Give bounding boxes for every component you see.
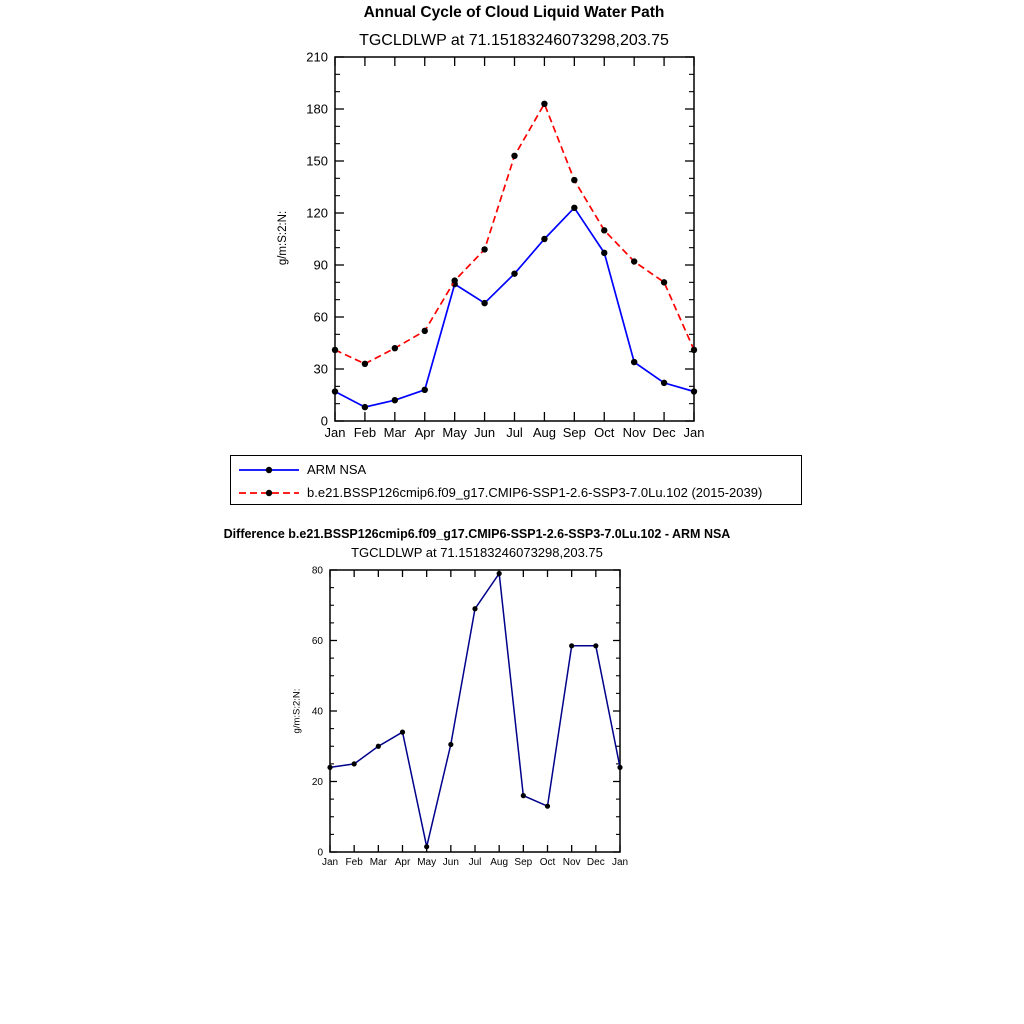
x-tick-label: Sep	[514, 857, 533, 868]
series-marker-0	[424, 844, 429, 849]
legend-line-sample-red-dashed	[238, 485, 302, 501]
series-marker-1	[691, 347, 697, 353]
legend-label-arm-nsa: ARM NSA	[307, 462, 367, 477]
series-marker-0	[362, 404, 368, 410]
series-marker-1	[541, 101, 547, 107]
series-marker-0	[545, 804, 550, 809]
x-tick-label: May	[417, 857, 437, 868]
x-tick-label: Mar	[383, 425, 407, 440]
series-marker-0	[661, 380, 667, 386]
y-tick-label: 20	[311, 777, 323, 788]
series-marker-1	[451, 277, 457, 283]
chart1-title: Annual Cycle of Cloud Liquid Water Path	[363, 4, 665, 21]
x-tick-label: Aug	[490, 857, 509, 868]
series-marker-0	[352, 761, 357, 766]
series-marker-1	[631, 258, 637, 264]
chart2-title: Difference b.e21.BSSP126cmip6.f09_g17.CMIP6-SSP1-2.6-SSP3-7.0Lu.102 - ARM NSA	[223, 527, 731, 541]
series-marker-0	[511, 270, 517, 276]
y-tick-label: 60	[313, 309, 328, 325]
legend-line-sample-blue	[238, 462, 302, 478]
legend-item-arm-nsa	[231, 458, 801, 481]
series-marker-0	[521, 793, 526, 798]
annual-cycle-plot	[306, 50, 704, 440]
x-tick-label: Oct	[539, 857, 556, 868]
x-tick-label: Feb	[345, 857, 363, 868]
series-marker-0	[400, 730, 405, 735]
x-tick-label: Apr	[414, 425, 435, 440]
series-marker-0	[376, 744, 381, 749]
x-tick-label: Sep	[562, 425, 586, 440]
series-marker-1	[571, 177, 577, 183]
legend-sample-marker	[266, 489, 272, 495]
series-marker-1	[511, 153, 517, 159]
x-tick-label: Jun	[474, 425, 496, 440]
series-marker-0	[422, 387, 428, 393]
series-marker-0	[601, 250, 607, 256]
x-tick-label: Dec	[586, 857, 605, 868]
y-tick-label: 90	[313, 257, 328, 273]
series-marker-0	[472, 606, 477, 611]
x-tick-label: Apr	[394, 857, 411, 868]
legend-item-model	[231, 481, 801, 504]
series-line-0	[330, 574, 620, 847]
series-marker-0	[593, 643, 598, 648]
series-marker-0	[541, 236, 547, 242]
series-marker-1	[661, 279, 667, 285]
x-tick-label: Jan	[324, 425, 346, 440]
series-line-1	[335, 104, 694, 364]
y-tick-label: 120	[306, 205, 328, 221]
series-marker-1	[601, 227, 607, 233]
x-tick-label: Nov	[622, 425, 646, 440]
series-marker-0	[617, 765, 622, 770]
chart2-y-axis-label: g/m:S:2:N:	[291, 688, 303, 734]
y-tick-label: 0	[320, 413, 328, 429]
x-tick-label: Dec	[652, 425, 676, 440]
x-tick-label: Jan	[611, 857, 629, 868]
chart1-y-axis-label: g/m:S:2:N:	[277, 210, 289, 266]
chart1-subtitle: TGCLDLWP at 71.15183246073298,203.75	[359, 32, 669, 49]
series-marker-0	[631, 359, 637, 365]
series-marker-0	[332, 388, 338, 394]
series-marker-0	[571, 205, 577, 211]
difference-plot	[312, 566, 628, 869]
series-marker-1	[392, 345, 398, 351]
x-tick-label: Jan	[321, 857, 339, 868]
y-tick-label: 80	[311, 565, 323, 577]
y-tick-label: 180	[306, 101, 328, 117]
legend-box	[230, 455, 802, 505]
series-marker-0	[481, 300, 487, 306]
x-tick-label: Aug	[532, 425, 556, 440]
series-marker-0	[448, 742, 453, 747]
legend-label-model: b.e21.BSSP126cmip6.f09_g17.CMIP6-SSP1-2.6-SSP3-7.0Lu.102 (2015-2039)	[307, 485, 763, 500]
legend-sample-marker	[266, 466, 272, 472]
x-tick-label: Oct	[594, 425, 615, 440]
x-tick-label: Mar	[369, 857, 387, 868]
series-marker-1	[422, 328, 428, 334]
x-tick-label: Jul	[468, 857, 482, 868]
y-tick-label: 30	[313, 361, 328, 377]
series-line-0	[335, 208, 694, 407]
x-tick-label: Jun	[442, 857, 459, 868]
x-tick-label: May	[442, 425, 467, 440]
series-marker-1	[362, 361, 368, 367]
y-tick-label: 60	[311, 636, 323, 647]
series-marker-0	[569, 643, 574, 648]
series-marker-1	[481, 246, 487, 252]
y-tick-label: 0	[317, 847, 323, 859]
series-marker-0	[392, 397, 398, 403]
series-marker-0	[497, 571, 502, 576]
x-tick-label: Nov	[562, 857, 581, 868]
series-marker-0	[327, 765, 332, 770]
x-tick-label: Jan	[683, 425, 705, 440]
x-tick-label: Jul	[506, 425, 523, 440]
y-tick-label: 40	[311, 706, 323, 718]
y-tick-label: 150	[306, 153, 328, 169]
y-tick-label: 210	[306, 49, 328, 65]
x-tick-label: Feb	[353, 425, 377, 440]
series-marker-0	[691, 388, 697, 394]
series-marker-1	[332, 347, 338, 353]
chart2-subtitle: TGCLDLWP at 71.15183246073298,203.75	[351, 545, 603, 560]
